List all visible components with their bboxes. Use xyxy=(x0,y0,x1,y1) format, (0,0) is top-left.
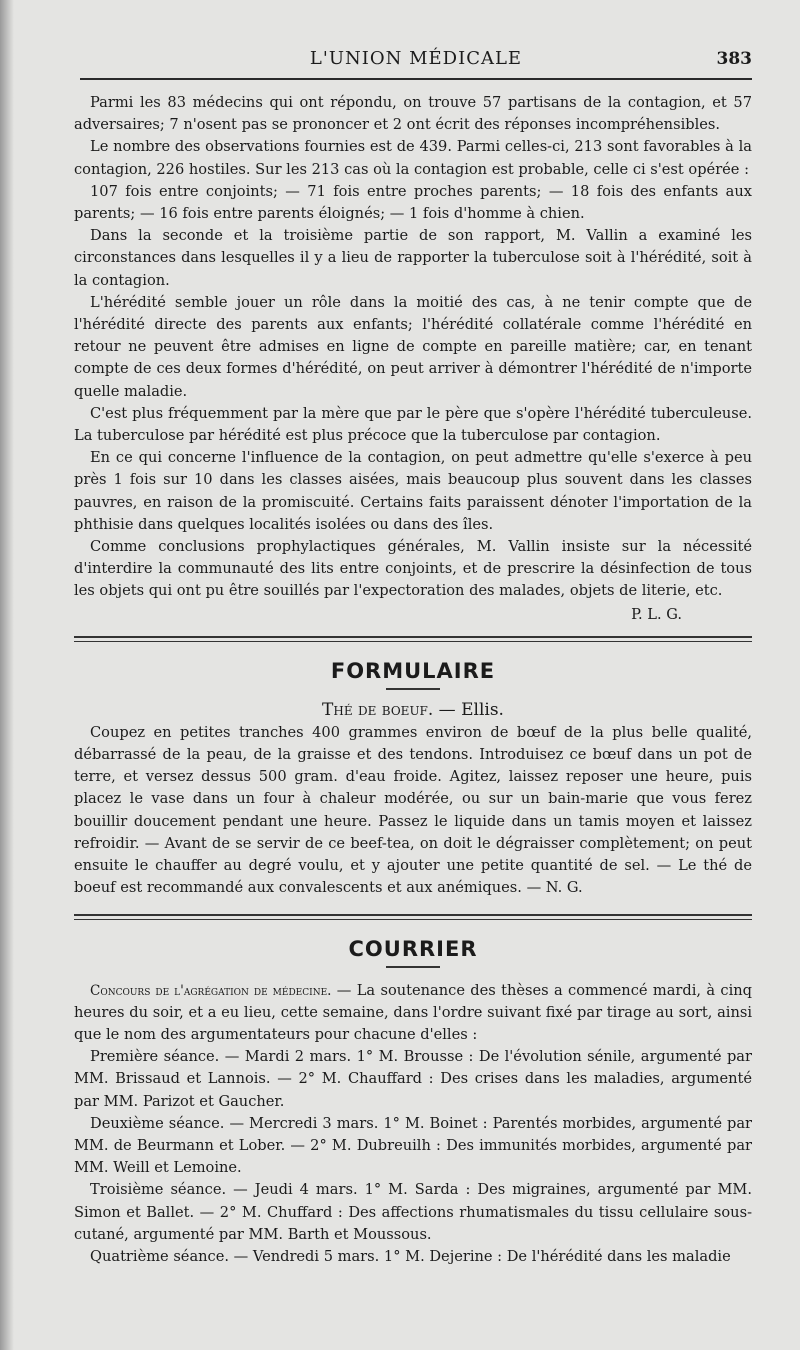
binding-shadow xyxy=(0,0,14,1350)
formulaire-title: FORMULAIRE xyxy=(330,658,496,683)
recipe-author: Ellis. xyxy=(461,699,504,720)
page-header xyxy=(80,46,752,76)
report-paragraph: L'hérédité semble jouer un rôle dans la moitié des cas, à ne tenir compte que de l'hérédité directe des parents aux enfants; l'hérédité collatérale comme l'hérédité en retour ne peuvent être admises en ligne de compte en pareille matière; car, en tenant compte de ces deux formes d'hérédité, on peut arriver à démontrer l'hérédité de n'importe quelle maladie. xyxy=(74,293,752,400)
courrier-lead-caps: Concours de l'agrégation de médecine. xyxy=(90,982,332,999)
report-paragraph: En ce qui concerne l'influence de la contagion, on peut admettre qu'elle s'exerce à peu près 1 fois sur 10 dans les classes aisées, mais beaucoup plus souvent dans les classes pauvres, en raison de la promiscuité. Certains faits paraissent dénoter l'importation de la phthisie dans quelques localités isolées ou dans des îles. xyxy=(74,449,752,533)
running-title: L'UNION MÉDICALE xyxy=(309,48,523,69)
courrier-title: COURRIER xyxy=(348,936,478,961)
recipe-text: Coupez en petites tranches 400 grammes environ de bœuf de la plus belle qualité, débarrassé de la peau, de la graisse et des tendons. Introduisez ce bœuf dans un pot de terre, et versez dessus 500 gram. d'eau froide. Agitez, laissez reposer une heure, puis placez le vase dans un four à chaleur modérée, ou sur un bain-marie que vous ferez bouillir doucement pendant une heure. Passez le liquide dans un tamis moyen et laissez refroidir. — Avant de se servir de ce beef-tea, on doit le dégraisser complètement; on peut ensuite le chauffer au degré voulu, et y ajouter une petite quantité de sel. — Le thé de boeuf est recommandé aux convalescents et aux anémiques. — N. G. xyxy=(74,723,752,897)
seance-paragraph: Troisième séance. — Jeudi 4 mars. 1° M. Sarda : Des migraines, argumenté par MM. Simon et Ballet. — 2° M. Chuffard : Des affections rhumatismales du tissu cellulaire sous-cutané, argumenté par MM. Barth et Moussous. xyxy=(74,1181,752,1243)
formulaire-section xyxy=(74,658,752,900)
report-paragraph: C'est plus fréquemment par la mère que par le père que s'opère l'hérédité tuberculeuse. La tuberculose par hérédité est plus précoce que la tuberculose par contagion. xyxy=(74,404,752,445)
recipe-heading xyxy=(74,698,752,722)
courrier-lead xyxy=(74,980,752,1047)
recipe-separator: — xyxy=(433,699,462,720)
report-signature: P. L. G. xyxy=(631,605,682,623)
report-paragraph: Comme conclusions prophylactiques générales, M. Vallin insiste sur la nécessité d'interdire la communauté des lits entre conjoints, et de prescrire la désinfection de tous les objets qui ont pu être souillés par l'expectoration des malades, objets de literie, etc. xyxy=(74,538,752,600)
report-paragraph: Parmi les 83 médecins qui ont répondu, on trouve 57 partisans de la contagion, et 57 adversaires; 7 n'osent pas se prononcer et 2 ont écrit des réponses incompréhensibles. xyxy=(74,94,752,134)
report-paragraph: 107 fois entre conjoints; — 71 fois entre proches parents; — 18 fois des enfants aux parents; — 16 fois entre parents éloignés; — 1 fois d'homme à chien. xyxy=(74,182,752,223)
report-paragraph: Le nombre des observations fournies est de 439. Parmi celles-ci, 213 sont favorables à la contagion, 226 hostiles. Sur les 213 cas où la contagion est probable, celle ci s'est opérée : xyxy=(74,138,752,178)
section-divider xyxy=(74,914,752,920)
title-underline xyxy=(386,966,440,968)
courrier-section xyxy=(74,936,752,1269)
seance-paragraph: Quatrième séance. — Vendredi 5 mars. 1° M. Dejerine : De l'hérédité dans les maladie xyxy=(90,1247,731,1265)
header-rule xyxy=(80,78,752,80)
page-body xyxy=(74,92,752,1268)
seance-paragraph: Deuxième séance. — Mercredi 3 mars. 1° M. Boinet : Parentés morbides, argumenté par MM. de Beurmann et Lober. — 2° M. Dubreuilh : Des immunités morbides, argumenté par MM. Weill et Lemoine. xyxy=(74,1114,752,1177)
section-divider xyxy=(74,636,752,642)
page-number: 383 xyxy=(716,49,752,69)
seance-paragraph: Première séance. — Mardi 2 mars. 1° M. Brousse : De l'évolution sénile, argumenté par MM. Brissaud et Lannois. — 2° M. Chauffard : Des crises dans les maladies, argumenté par MM. Parizot et Gaucher. xyxy=(74,1048,752,1110)
title-underline xyxy=(386,688,440,690)
report-paragraph: Dans la seconde et la troisième partie de son rapport, M. Vallin a examiné les circonstances dans lesquelles il y a lieu de rapporter la tuberculose soit à l'hérédité, soit à la contagion. xyxy=(74,227,752,289)
courrier-lead-text: — La soutenance des thèses a commencé mardi, à cinq heures du soir, et a eu lieu, cette semaine, dans l'ordre suivant fixé par tirage au sort, ainsi que le nom des argumentateurs pour chacune d'elles : xyxy=(74,981,752,1043)
report-section xyxy=(74,92,752,626)
recipe-name: Thé de boeuf. xyxy=(322,699,434,720)
